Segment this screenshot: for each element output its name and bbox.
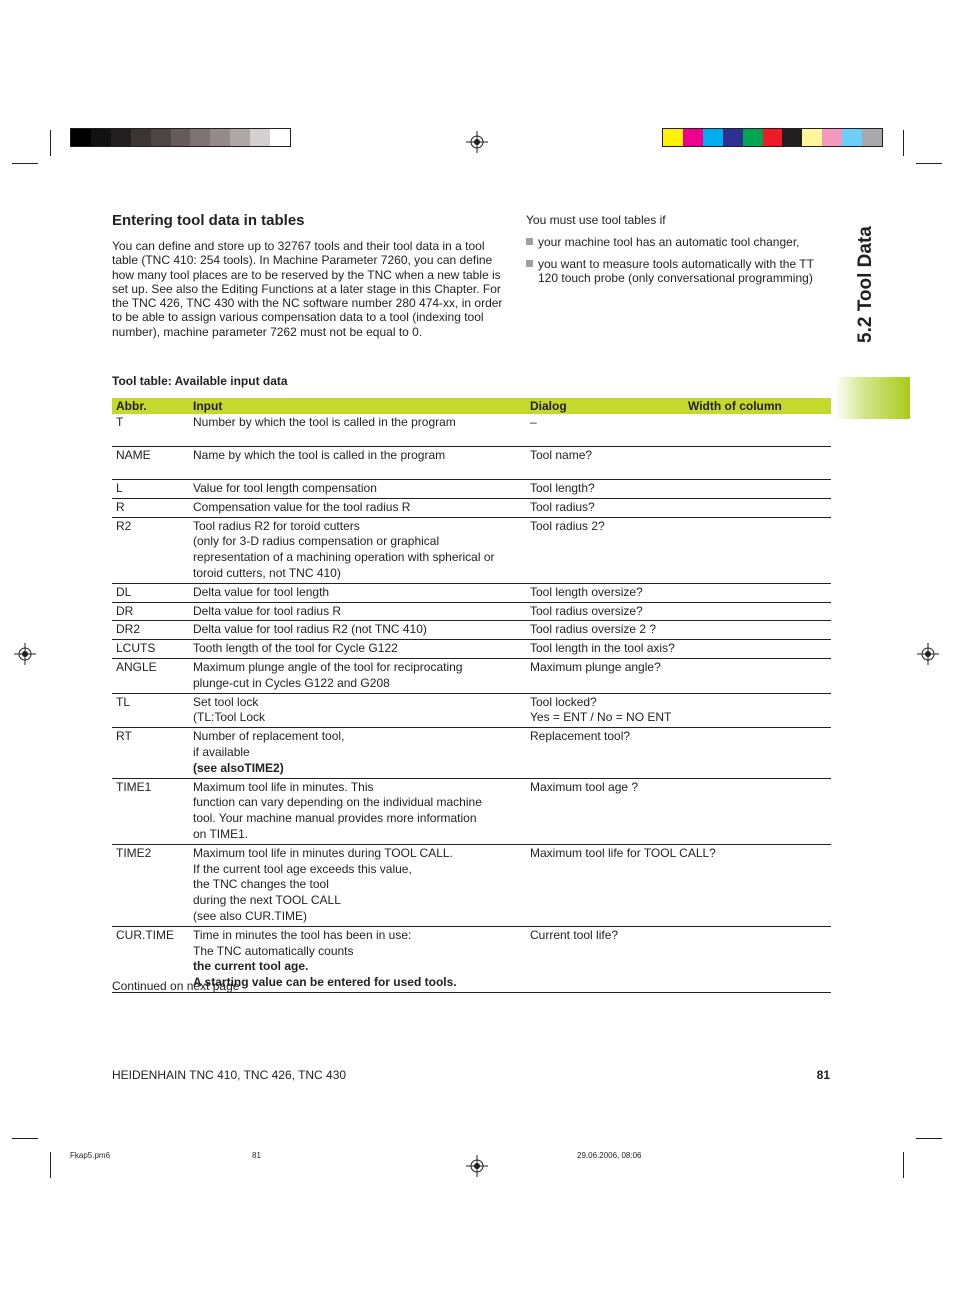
cell-input-line: toroid cutters, not TNC 410) [193, 565, 341, 580]
cell-abbr: ANGLE [112, 658, 189, 693]
cell-input-line: Compensation value for the tool radius R [193, 499, 411, 514]
cell-dialog [526, 728, 831, 778]
bullet-item [526, 235, 831, 249]
cell-input-line: if available [193, 744, 250, 759]
header-width: Width of column [684, 398, 831, 414]
page-number: 81 [816, 1068, 830, 1082]
cell-input [189, 640, 526, 659]
cell-dialog [526, 602, 831, 621]
cell-input-line: the TNC changes the tool [193, 877, 329, 892]
cell-input-line: representation of a machining operation with spherical or [193, 550, 495, 565]
cell-dialog-line: – [530, 415, 537, 429]
table-row [112, 621, 831, 640]
cell-dialog-line: Tool radius oversize? [530, 603, 643, 618]
cell-input-line: Maximum tool life in minutes during TOOL CALL. [193, 845, 453, 860]
cell-input-line: Number of replacement tool, [193, 729, 345, 744]
table-row [112, 640, 831, 659]
cell-dialog [526, 658, 831, 693]
cell-input-line: (TL:Tool Lock [193, 710, 266, 725]
cell-dialog-line: Tool radius 2? [530, 518, 605, 533]
cell-input [189, 658, 526, 693]
cell-input [189, 778, 526, 844]
registration-mark-icon [466, 1155, 488, 1177]
table-header-row [112, 398, 831, 414]
cell-input-line: Tool radius R2 for toroid cutters [193, 518, 360, 533]
cell-input [189, 414, 526, 447]
cell-input [189, 517, 526, 583]
cell-input [189, 602, 526, 621]
crop-mark [12, 1138, 38, 1139]
header-input: Input [189, 398, 526, 414]
cell-input-line: Number by which the tool is called in the program [193, 415, 456, 429]
cell-dialog-line: Maximum tool life for TOOL CALL? [530, 845, 716, 860]
cell-input [189, 621, 526, 640]
bullet-text: your machine tool has an automatic tool changer, [538, 235, 800, 249]
cell-dialog-line: Tool locked? [530, 694, 597, 709]
requirements-block [526, 213, 831, 293]
cell-dialog [526, 844, 831, 926]
cell-dialog-line: Maximum tool age ? [530, 779, 639, 794]
table-row [112, 583, 831, 602]
cell-abbr: TL [112, 693, 189, 728]
cell-input-line: on TIME1. [193, 826, 249, 841]
continued-note: Continued on next page [112, 979, 240, 993]
cell-dialog [526, 414, 831, 447]
section-tab-marker [835, 377, 910, 419]
cell-input-line: The TNC automatically counts [193, 943, 354, 958]
cell-input-line: Tooth length of the tool for Cycle G122 [193, 641, 398, 656]
cell-input-line: A starting value can be entered for used tools. [193, 975, 457, 990]
cell-input-line: Value for tool length compensation [193, 481, 377, 495]
cell-abbr: TIME2 [112, 844, 189, 926]
header-dialog: Dialog [526, 398, 684, 414]
cell-input-line: function can vary depending on the individual machine [193, 795, 482, 810]
cell-input [189, 583, 526, 602]
table-row [112, 693, 831, 728]
table-row [112, 447, 831, 480]
cell-input-line: the current tool age. [193, 959, 309, 974]
crop-mark [903, 130, 904, 156]
cell-input-line: during the next TOOL CALL [193, 893, 341, 908]
section-side-title: 5.2 Tool Data [855, 226, 876, 343]
cell-input [189, 926, 526, 992]
crop-mark [12, 163, 38, 164]
cell-input-line: (only for 3-D radius compensation or graphical [193, 534, 440, 549]
cell-dialog-line: Tool length oversize? [530, 584, 643, 599]
cell-dialog [526, 447, 831, 480]
slug-page: 81 [252, 1151, 261, 1160]
table-row [112, 498, 831, 517]
table-row [112, 517, 831, 583]
cell-dialog-line: Current tool life? [530, 927, 619, 942]
requirements-intro: You must use tool tables if [526, 213, 666, 227]
cell-dialog [526, 778, 831, 844]
table-row [112, 658, 831, 693]
slug-date: 29.06.2006, 08:06 [577, 1151, 642, 1160]
cell-abbr: DL [112, 583, 189, 602]
cell-input [189, 447, 526, 480]
table-row [112, 844, 831, 926]
cell-dialog-line: Tool radius? [530, 499, 595, 514]
cell-input [189, 844, 526, 926]
cell-dialog-line: Tool length in the tool axis? [530, 641, 675, 656]
cell-input-line: Delta value for tool radius R [193, 603, 342, 618]
process-color-bar [662, 128, 883, 147]
grayscale-color-bar [70, 128, 291, 147]
cell-input-line: Delta value for tool radius R2 (not TNC 410) [193, 622, 427, 637]
cell-input-line: Maximum plunge angle of the tool for reciprocating [193, 659, 463, 674]
cell-abbr: L [112, 480, 189, 499]
cell-abbr: LCUTS [112, 640, 189, 659]
slug-file: Fkap5.pm6 [70, 1151, 111, 1160]
crop-mark [903, 1152, 904, 1178]
cell-dialog [526, 583, 831, 602]
cell-dialog [526, 517, 831, 583]
registration-mark-icon [466, 131, 488, 153]
table-row [112, 778, 831, 844]
cell-abbr: DR [112, 602, 189, 621]
crop-mark [916, 163, 942, 164]
cell-input-line: plunge-cut in Cycles G122 and G208 [193, 675, 390, 690]
table-row [112, 480, 831, 499]
footer-product: HEIDENHAIN TNC 410, TNC 426, TNC 430 [112, 1068, 347, 1082]
cell-abbr: TIME1 [112, 778, 189, 844]
cell-dialog [526, 498, 831, 517]
table-caption: Tool table: Available input data [112, 374, 288, 388]
cell-dialog [526, 480, 831, 499]
cell-input-line: Time in minutes the tool has been in use: [193, 927, 412, 942]
tool-table [112, 398, 831, 993]
cell-input [189, 480, 526, 499]
cell-abbr: DR2 [112, 621, 189, 640]
cell-dialog [526, 621, 831, 640]
intro-paragraph: You can define and store up to 32767 tools and their tool data in a tool table (TNC 410: 254 tools). In Machine Parameter 7260, you can define how many tool places are to be reserved by the TNC when a new table is set up. See also the Editing Functions at a later stage in this Chapter. For the TNC 426, TNC 430 with the NC software number 280 474-xx, in order to be able to assign various compensation data to a tool (indexing tool number), machine parameter 7262 must not be equal to 0. [112, 239, 503, 339]
crop-mark [916, 1138, 942, 1139]
header-abbr: Abbr. [112, 398, 189, 414]
section-heading: Entering tool data in tables [112, 212, 305, 229]
cell-dialog-line: Tool radius oversize 2 ? [530, 622, 657, 637]
cell-abbr: R [112, 498, 189, 517]
crop-mark [50, 130, 51, 156]
table-row [112, 602, 831, 621]
cell-dialog-line: Tool name? [530, 448, 593, 462]
cell-abbr: R2 [112, 517, 189, 583]
cell-abbr: RT [112, 728, 189, 778]
cell-dialog-line: Yes = ENT / No = NO ENT [530, 710, 672, 725]
cell-dialog [526, 693, 831, 728]
table-row [112, 728, 831, 778]
table-row [112, 414, 831, 447]
cell-input [189, 728, 526, 778]
cell-dialog-line: Maximum plunge angle? [530, 659, 661, 674]
cell-dialog [526, 640, 831, 659]
cell-dialog-line: Replacement tool? [530, 729, 631, 744]
cell-input [189, 693, 526, 728]
cell-abbr: NAME [112, 447, 189, 480]
cell-input-line: Maximum tool life in minutes. This [193, 779, 374, 794]
crop-mark [50, 1152, 51, 1178]
bullet-square-icon [526, 238, 533, 245]
cell-abbr: CUR.TIME [112, 926, 189, 992]
cell-dialog-line: Tool length? [530, 481, 595, 495]
cell-input-line: (see alsoTIME2) [193, 760, 284, 775]
cell-input-line: Set tool lock [193, 694, 259, 709]
cell-input-line: tool. Your machine manual provides more information [193, 811, 477, 826]
cell-abbr: T [112, 414, 189, 447]
cell-input-line: Name by which the tool is called in the program [193, 448, 446, 462]
cell-dialog [526, 926, 831, 992]
cell-input-line: Delta value for tool length [193, 584, 330, 599]
bullet-item [526, 257, 831, 285]
cell-input-line: (see also CUR.TIME) [193, 908, 308, 923]
cell-input [189, 498, 526, 517]
registration-mark-icon [917, 643, 939, 665]
registration-mark-icon [14, 643, 36, 665]
cell-input-line: If the current tool age exceeds this value, [193, 861, 412, 876]
bullet-square-icon [526, 260, 533, 267]
bullet-text: you want to measure tools automatically with the TT 120 touch probe (only conversational programming) [538, 257, 814, 285]
